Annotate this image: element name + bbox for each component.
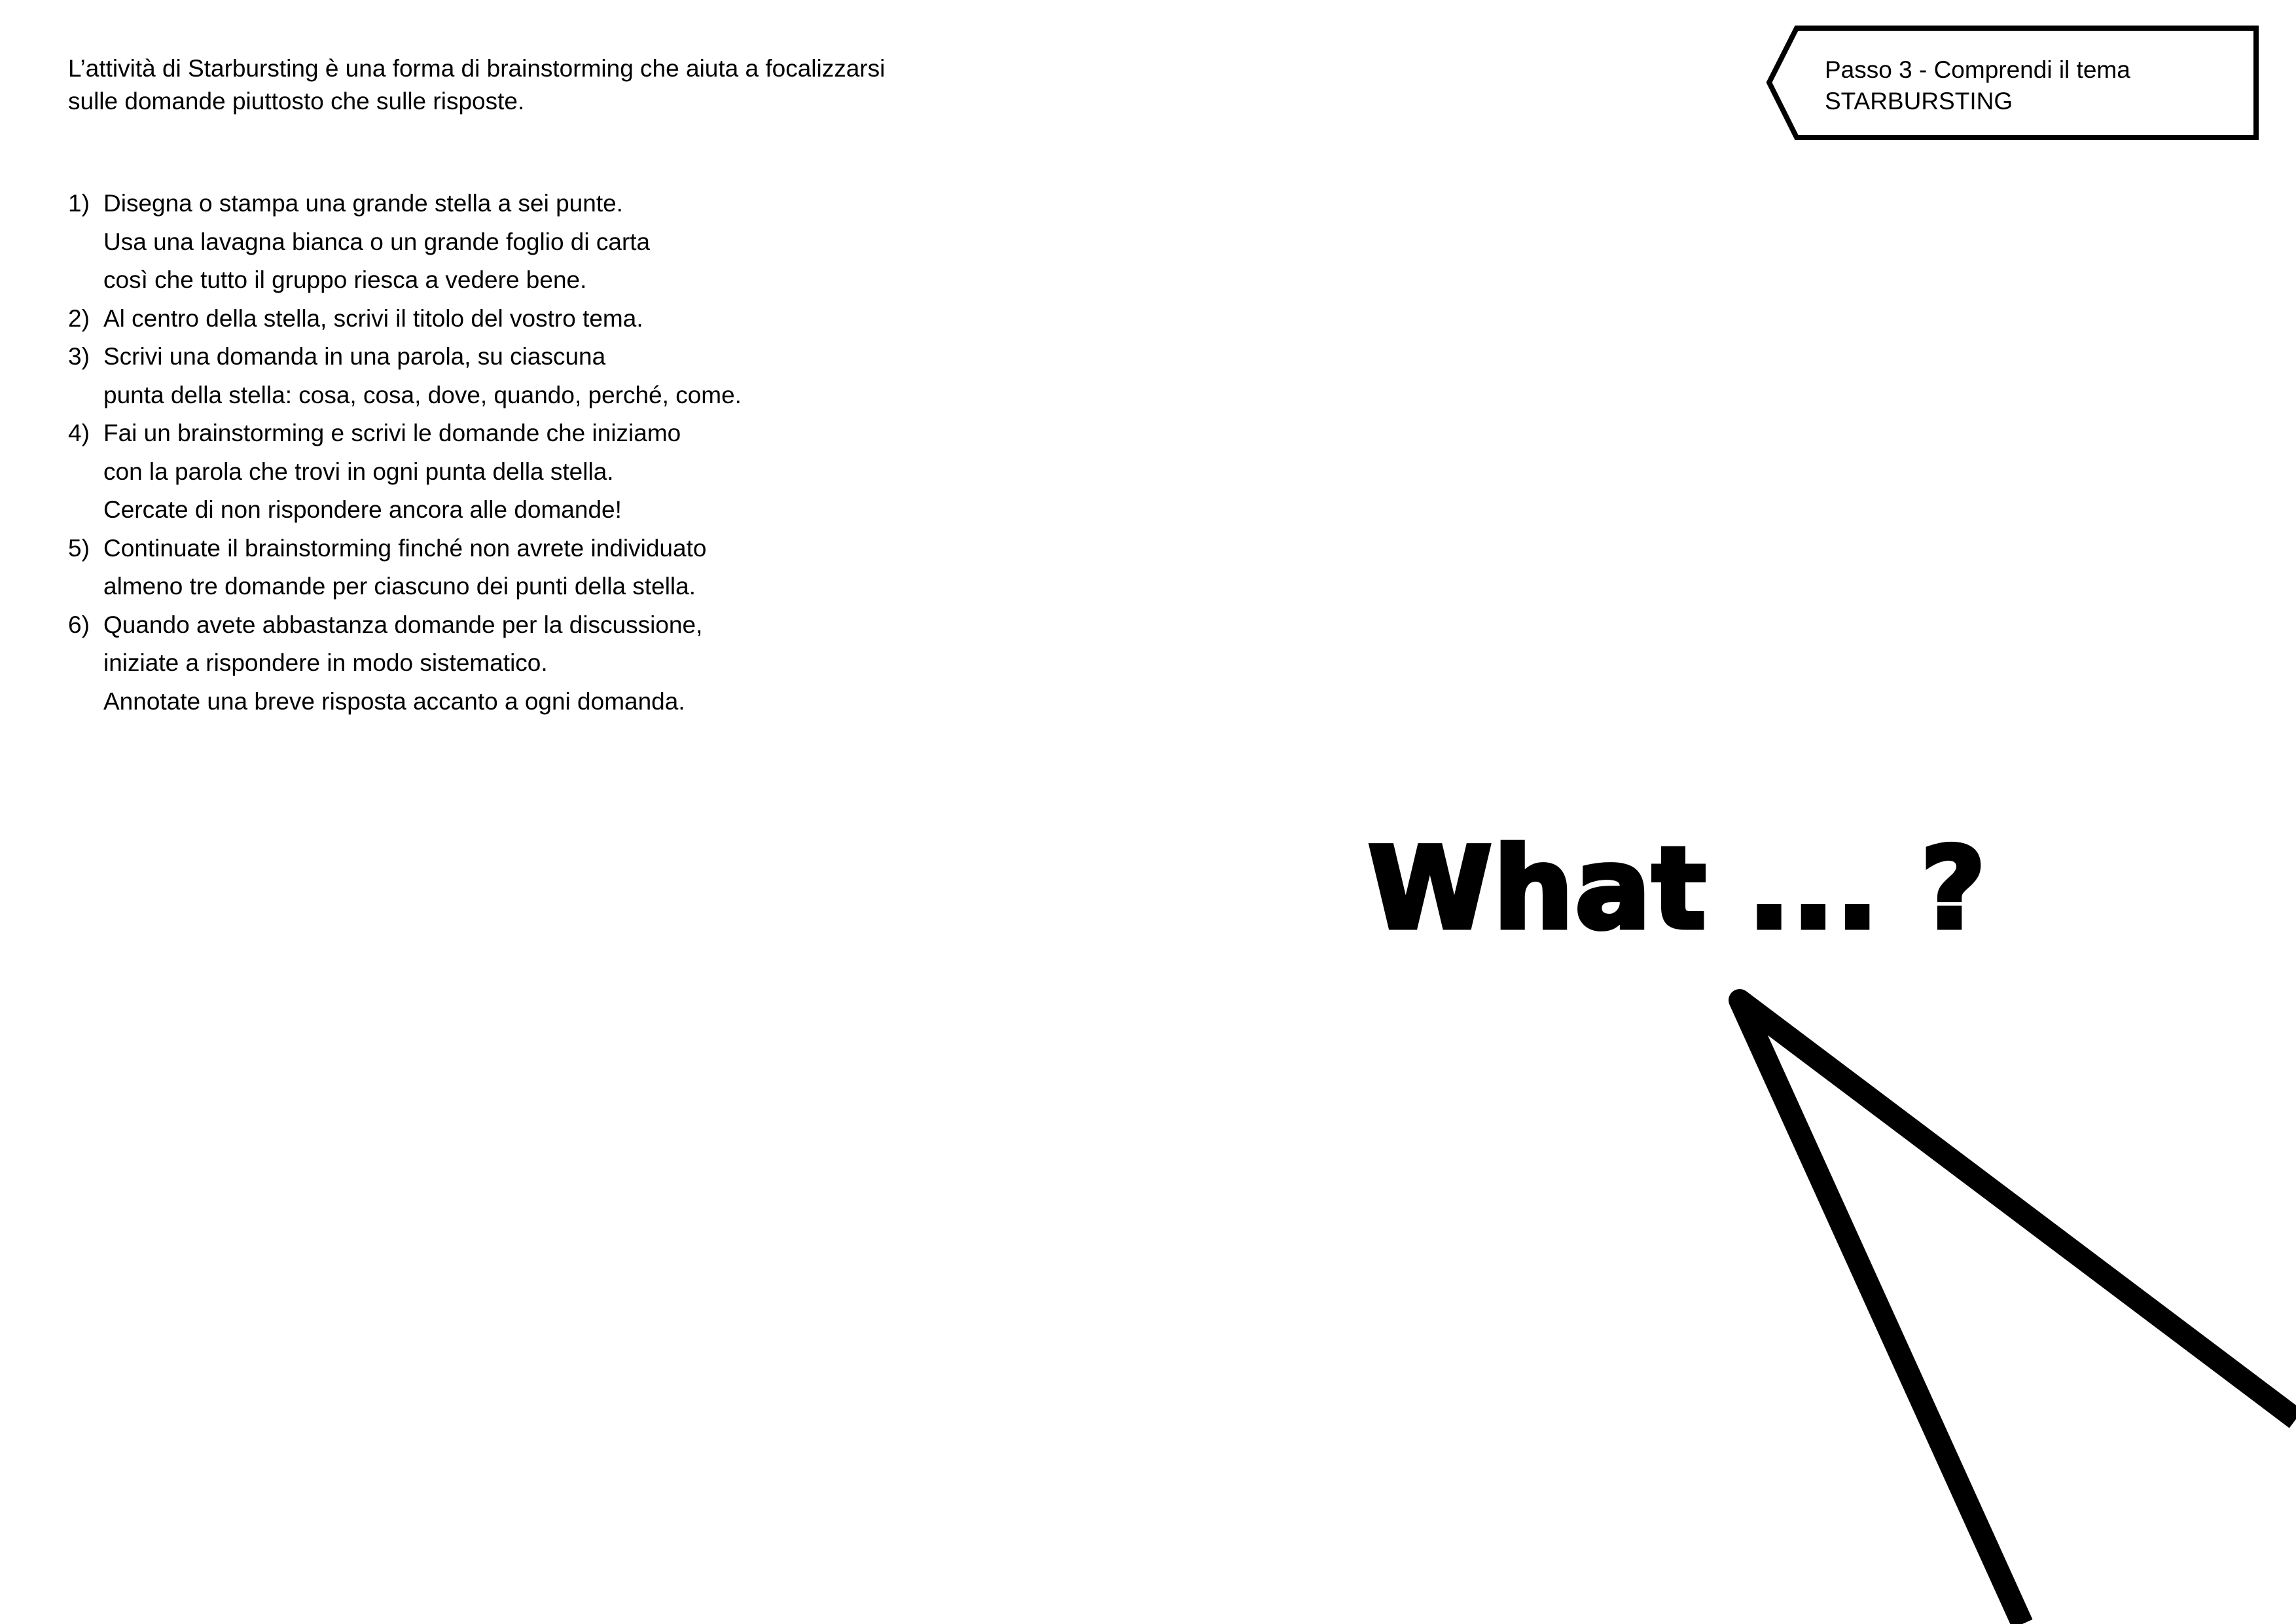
step-number: 4) xyxy=(68,420,90,446)
step-tag-title: Passo 3 - Comprendi il tema xyxy=(1825,56,2130,83)
step-line: almeno tre domande per ciascuno dei punti della stella. xyxy=(103,573,696,600)
step-line: Disegna o stampa una grande stella a sei punte. xyxy=(103,190,623,217)
step-number: 2) xyxy=(68,304,90,332)
intro-line: L’attività di Starbursting è una forma di brainstorming che aiuta a focalizzarsi xyxy=(68,55,886,82)
step-number: 5) xyxy=(68,534,90,562)
step-line: Usa una lavagna bianca o un grande foglio di carta xyxy=(103,228,651,255)
star-point-label: What ... ? xyxy=(1368,823,1988,954)
step-line: Continuate il brainstorming finché non avrete individuato xyxy=(103,534,707,562)
step-line: iniziate a rispondere in modo sistematico. xyxy=(103,649,548,676)
step-tag-subtitle: STARBURSTING xyxy=(1825,88,2013,115)
step-line: Scrivi una domanda in una parola, su ciascuna xyxy=(103,343,606,370)
step-line: così che tutto il gruppo riesca a vedere bene. xyxy=(103,266,587,293)
step-line: con la parola che trovi in ogni punta della stella. xyxy=(103,458,614,485)
step-line: Annotate una breve risposta accanto a ogni domanda. xyxy=(103,687,685,715)
step-line: punta della stella: cosa, cosa, dove, quando, perché, come. xyxy=(103,381,742,408)
step-line: Fai un brainstorming e scrivi le domande che iniziamo xyxy=(103,420,681,446)
step-number: 6) xyxy=(68,611,90,638)
step-line: Cercate di non rispondere ancora alle domande! xyxy=(103,496,622,523)
step-number: 3) xyxy=(68,343,90,370)
intro-line: sulle domande piuttosto che sulle risposte. xyxy=(68,88,525,115)
step-line: Al centro della stella, scrivi il titolo del vostro tema. xyxy=(103,304,643,332)
step-line: Quando avete abbastanza domande per la discussione, xyxy=(103,611,703,638)
step-number: 1) xyxy=(68,190,90,217)
